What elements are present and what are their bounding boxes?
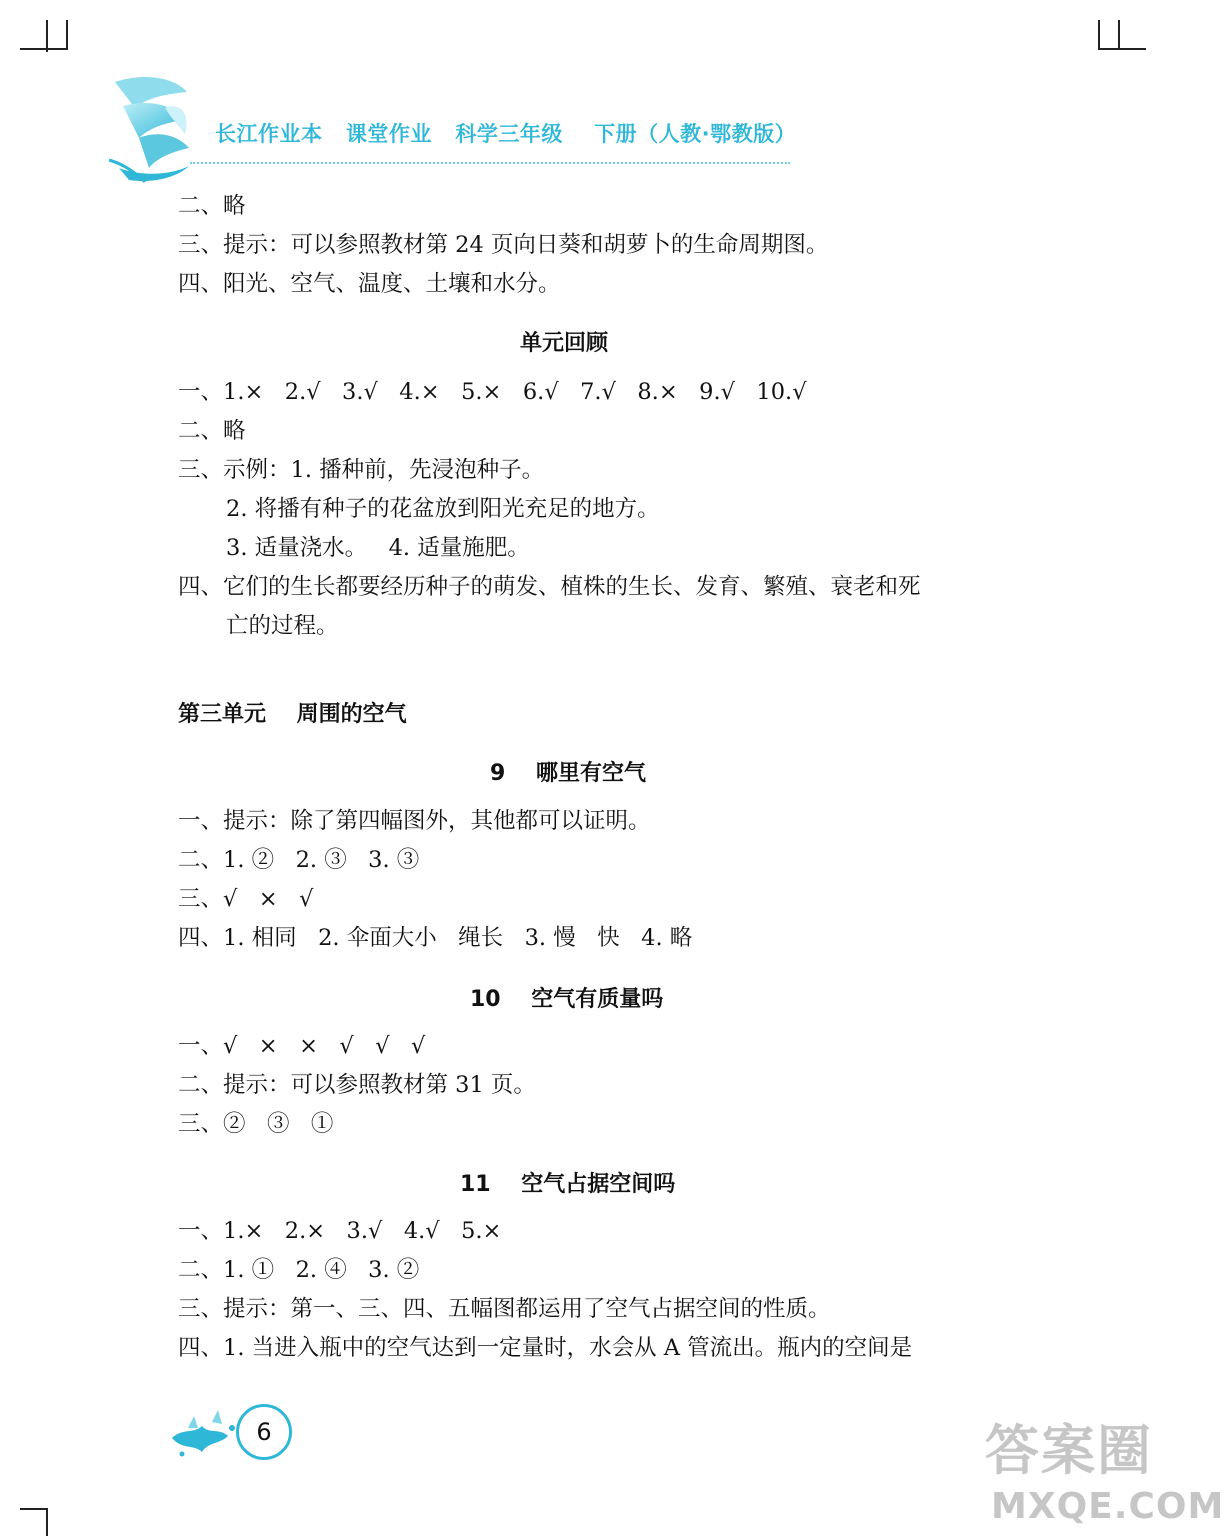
answer-line: 二、提示：可以参照教材第 31 页。 <box>178 1072 536 1098</box>
watermark-logo-text: 答案圈 <box>985 1419 1153 1482</box>
lesson-title-11: 11 空气占据空间吗 <box>460 1172 676 1197</box>
header-dotted-rule <box>190 162 790 164</box>
answer-line: 三、② ③ ① <box>178 1111 334 1137</box>
answer-line: 二、略 <box>178 193 246 219</box>
answer-line: 一、√ × × √ √ √ <box>178 1033 426 1059</box>
answer-line: 一、1.× 2.√ 3.√ 4.× 5.× 6.√ 7.√ 8.× 9.√ 10.√ <box>178 379 807 405</box>
answer-line: 四、1. 相同 2. 伞面大小 绳长 3. 慢 快 4. 略 <box>178 925 693 951</box>
answer-line: 四、它们的生长都要经历种子的萌发、植株的生长、发育、繁殖、衰老和死 <box>178 574 921 600</box>
answer-line: 四、1. 当进入瓶中的空气达到一定量时，水会从 A 管流出。瓶内的空间是 <box>178 1335 913 1361</box>
crop-mark-top-left-v <box>46 20 48 52</box>
lesson-title-9: 9 哪里有空气 <box>490 761 646 786</box>
watermark-url: MXQE.COM <box>991 1486 1224 1527</box>
unit-heading: 第三单元 周围的空气 <box>178 702 407 727</box>
crop-mark-top-right-v <box>1098 20 1100 50</box>
answer-line: 三、√ × √ <box>178 886 314 912</box>
answer-line: 二、1. ① 2. ④ 3. ② <box>178 1257 420 1283</box>
crop-mark-top-left-h <box>20 48 68 50</box>
answer-line: 3. 适量浇水。 4. 适量施肥。 <box>226 535 530 561</box>
crop-mark-top-right-v2 <box>1118 20 1120 50</box>
crop-mark-bottom-left-v <box>46 1508 48 1536</box>
answer-line: 亡的过程。 <box>226 613 339 639</box>
site-watermark <box>985 1408 1224 1532</box>
answer-line: 一、提示：除了第四幅图外，其他都可以证明。 <box>178 808 651 834</box>
answer-line: 一、1.× 2.× 3.√ 4.√ 5.× <box>178 1218 502 1244</box>
answer-line: 四、阳光、空气、温度、土壤和水分。 <box>178 271 561 297</box>
header-title: 长江作业本 课堂作业 科学三年级 下册（人教·鄂教版） <box>215 122 797 146</box>
crop-mark-top-left-v2 <box>66 20 68 48</box>
crop-mark-top-right-h <box>1098 48 1146 50</box>
answer-line: 2. 将播有种子的花盆放到阳光充足的地方。 <box>226 496 660 522</box>
page-number: 6 <box>236 1404 292 1460</box>
lesson-title-10: 10 空气有质量吗 <box>470 987 664 1012</box>
answer-line: 三、示例：1. 播种前，先浸泡种子。 <box>178 457 545 483</box>
answer-line: 二、略 <box>178 418 246 444</box>
section-title-unit-review: 单元回顾 <box>520 331 609 356</box>
crop-mark-bottom-left-h <box>20 1508 48 1510</box>
answer-line: 三、提示：可以参照教材第 24 页向日葵和胡萝卜的生命周期图。 <box>178 232 829 258</box>
answer-line: 三、提示：第一、三、四、五幅图都运用了空气占据空间的性质。 <box>178 1296 831 1322</box>
answer-line: 二、1. ② 2. ③ 3. ③ <box>178 847 420 873</box>
